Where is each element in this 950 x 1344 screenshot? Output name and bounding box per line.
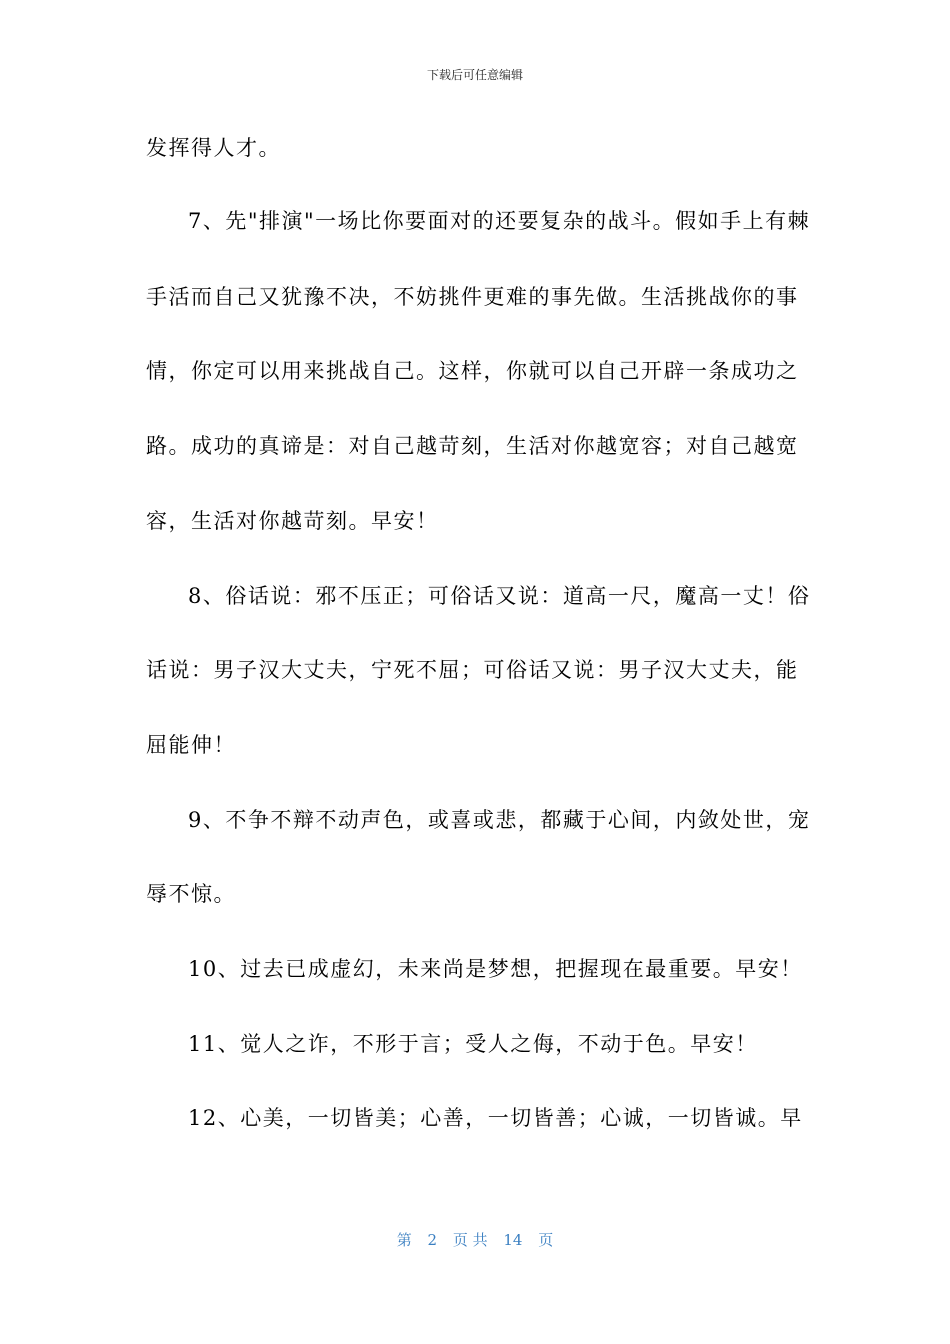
footer-current-page: 2 [427,1231,438,1249]
text-line: 容，生活对你越苛刻。早安！ [146,509,439,533]
text-line: 9、不争不辩不动声色，或喜或悲，都藏于心间，内敛处世，宠 [188,808,811,832]
text-line: 12、心美，一切皆美；心善，一切皆善；心诚，一切皆诚。早 [188,1106,803,1130]
page-footer [0,1230,950,1250]
text-line: 辱不惊。 [146,882,236,906]
text-line: 11、觉人之诈，不形于言；受人之侮，不动于色。早安！ [188,1032,758,1056]
footer-middle: 页 共 [452,1231,488,1249]
text-line: 话说：男子汉大丈夫，宁死不屈；可俗话又说：男子汉大丈夫，能 [146,658,799,682]
text-line: 10、过去已成虚幻，未来尚是梦想，把握现在最重要。早安！ [188,957,803,981]
text-line: 情，你定可以用来挑战自己。这样，你就可以自己开辟一条成功之 [146,359,799,383]
text-line: 7、先"排演"一场比你要面对的还要复杂的战斗。假如手上有棘 [188,209,811,233]
footer-prefix: 第 [396,1231,412,1249]
text-line: 发挥得人才。 [146,136,281,160]
page-header: 下载后可任意编辑 [426,68,523,82]
text-line: 路。成功的真谛是：对自己越苛刻，生活对你越宽容；对自己越宽 [146,434,799,458]
text-line: 手活而自己又犹豫不决，不妨挑件更难的事先做。生活挑战你的事 [146,285,799,309]
text-line: 屈能伸！ [146,733,236,757]
text-line: 8、俗话说：邪不压正；可俗话又说：道高一尺，魔高一丈！俗 [188,584,811,608]
footer-suffix: 页 [538,1231,554,1249]
footer-total-pages: 14 [503,1231,523,1249]
